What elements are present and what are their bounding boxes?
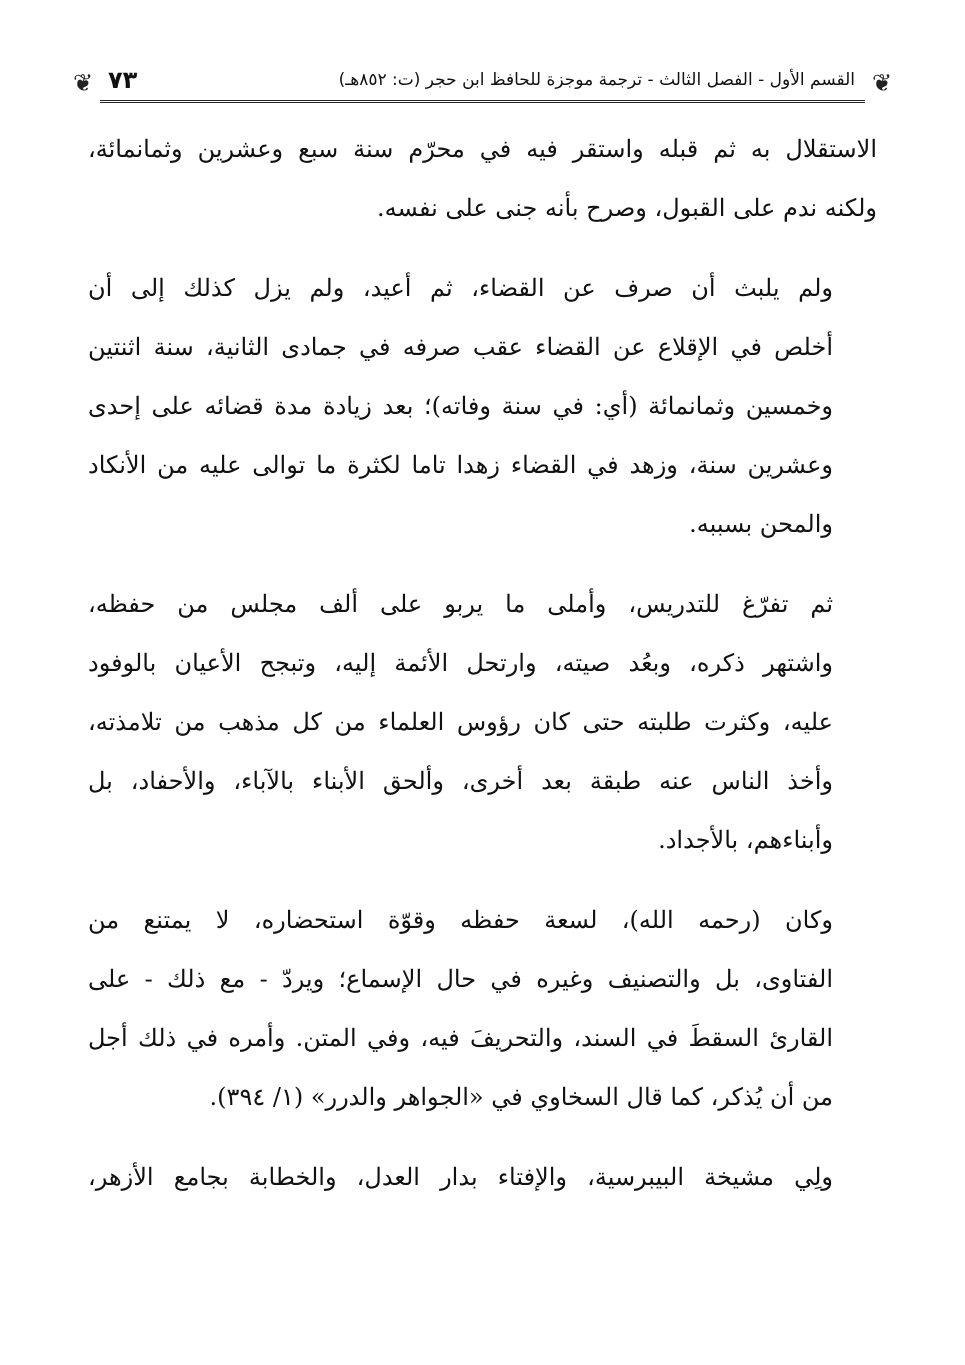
text-line: واشتهر ذكره، وبعُد صيته، وارتحل الأئمة إليه، وتبجح الأعيان بالوفود [88,649,834,677]
header-ornament-left-icon: ❦ [72,69,94,97]
text-line: وعشرين سنة، وزهد في القضاء زهدا تاما لكثرة ما توالى عليه من الأنكاد [88,451,833,479]
text-line: والمحن بسببه. [689,510,833,538]
running-title: القسم الأول - الفصل الثالث - ترجمة موجزة للحافظ ابن حجر (ت: ٨٥٢هـ) [338,70,855,90]
paragraph-4 [88,891,877,1127]
header-rule [100,100,865,103]
paragraph-1 [88,120,877,238]
text-line: وكان (رحمه الله)، لسعة حفظه وقوّة استحضاره، لا يمتنع من [88,906,833,934]
paragraph-3 [88,575,877,870]
text-line: وأخذ الناس عنه طبقة بعد أخرى، وألحق الأبناء بالآباء، والأحفاد، بل [88,767,834,795]
text-line: الاستقلال به ثم قبله واستقر فيه في محرّم سنة سبع وعشرين وثمانمائة، [88,135,877,163]
text-line: أخلص في الإقلاع عن القضاء عقب صرفه في جمادى الثانية، سنة اثنتين [88,333,833,361]
text-line: ثم تفرّغ للتدريس، وأملى ما يربو على ألف مجلس من حفظه، [88,590,833,618]
paragraph-2 [88,259,877,554]
text-line: ولكنه ندم على القبول، وصرح بأنه جنى على نفسه. [377,194,877,222]
page-number: ٧٣ [108,66,138,94]
text-line: الفتاوى، بل والتصنيف وغيره في حال الإسماع؛ ويردّ - مع ذلك - على [88,965,833,993]
text-line: وخمسين وثمانمائة (أي: في سنة وفاته)؛ بعد زيادة مدة قضائه على إحدى [88,392,833,420]
header-ornament-right-icon: ❦ [871,69,893,97]
text-line: القارئ السقطَ في السند، والتحريفَ فيه، وفي المتن. وأمره في ذلك أجل [88,1024,833,1052]
text-line: عليه، وكثرت طلبته حتى كان رؤوس العلماء من كل مذهب من تلامذته، [88,708,833,736]
text-line: ولم يلبث أن صرف عن القضاء، ثم أعيد، ولم يزل كذلك إلى أن [88,274,833,302]
text-line: من أن يُذكر، كما قال السخاوي في «الجواهر والدرر» (١/ ٣٩٤). [209,1083,833,1111]
body-text [88,120,877,1228]
text-line: ولِي مشيخة البيبرسية، والإفتاء بدار العدل، والخطابة بجامع الأزهر، [88,1163,833,1191]
running-header [72,60,893,108]
text-line: وأبناءهم، بالأجداد. [658,826,833,854]
paragraph-5 [88,1148,877,1207]
